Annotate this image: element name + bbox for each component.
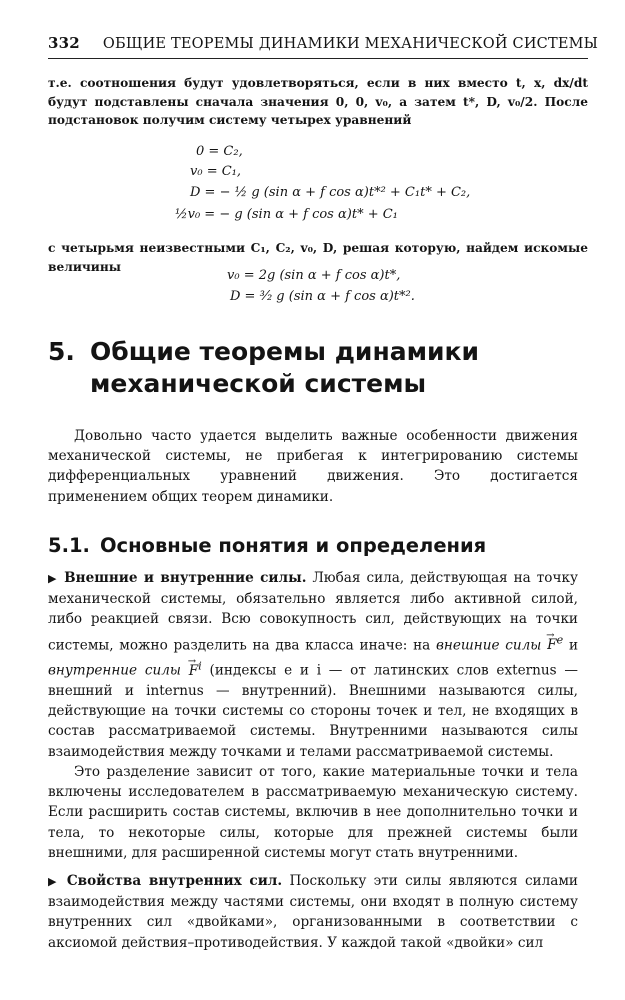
intro-text: т.е. соотношения будут удовлетворяться, если в них вместо t, x, dx/dt будут подставлены сначала значения 0, 0, v₀, а затем t*, D, v₀/2. После подстановок получим систему четырех уравнений (48, 76, 588, 127)
vector-f-internal: → $F^i$ (189, 663, 202, 679)
paragraph-text: Поскольку эти силы являются силами взаимодействия между частями системы, они входят в полную систему внутренних сил «двойками», организованными в соответствии с аксиомой действия–противодействия. У каждой такой «двойки» сил (48, 872, 578, 951)
paragraph-system-composition: Это разделение зависит от того, какие материальные точки и тела включены исследователем в рассматриваемую механическую систему. Если расширить состав системы, включив в нее дополнительно точки и тела, то некоторые силы, которые для прежней системы были внешними, для расширенной системы могут стать внутренними. (48, 763, 578, 861)
running-title: ОБЩИЕ ТЕОРЕМЫ ДИНАМИКИ МЕХАНИЧЕСКОЙ СИСТЕМЫ (102, 36, 599, 52)
chapter-heading (48, 336, 588, 400)
equation-line: D = ³⁄₂ g (sin α + f cos α)t*². (230, 289, 415, 304)
chapter-intro-text: Довольно часто удается выделить важные особенности движения механической системы, не прибегая к интегрированию системы дифференциальных уравнений движения. Это достигается применением общих теорем динамики. (48, 428, 578, 505)
section-title: Основные понятия и определения (99, 534, 487, 557)
page-number: 332 (48, 34, 80, 52)
equation-line: D = − ½ g (sin α + f cos α)t*² + C₁t* + C₂, (190, 185, 471, 200)
paragraph-marker-icon: ▶ (48, 874, 60, 888)
paragraph-internal-force-properties (48, 871, 578, 953)
middle-text: с четырьмя неизвестными C₁, C₂, v₀, D, решая которую, найдем искомые величины (48, 241, 588, 274)
paragraph-marker-icon: ▶ (48, 572, 59, 585)
equation-line: v₀ = 2g (sin α + f cos α)t*, (227, 268, 401, 283)
paragraph-text: Любая сила, действующая на точку механической системы, обязательно является либо активной силой, либо реакцией связи. Всю совокупность сил, действующих на точки системы, можно разделить на два класса иначе: на (48, 570, 578, 654)
section-body (48, 568, 578, 953)
equation-line: v₀ = C₁, (190, 164, 242, 179)
vector-f-external: → $F^e$ (547, 637, 563, 653)
chapter-number: 5. (48, 337, 75, 366)
paragraph-heading: Внешние и внутренние силы. (64, 570, 307, 586)
equation-line: 0 = C₂, (196, 144, 243, 159)
page-header (48, 34, 599, 59)
chapter-intro (48, 426, 578, 507)
paragraph-text: (индексы e и i — от латинских слов externus — внешний и internus — внутренний). Внешними называются силы, действующие на точки системы со стороны точек и тел, не входящих в состав рассматриваемой системы. Внутренними называются силы взаимодействия между точками и телами рассматриваемой системы. (48, 662, 578, 760)
term-internal-forces: внутренние силы (48, 662, 181, 679)
paragraph-heading: Свойства внутренних сил. (66, 872, 283, 889)
conjunction: и (568, 637, 579, 654)
chapter-title-line1: Общие теоремы динамики (90, 337, 480, 366)
chapter-title-line2: механической системы (90, 369, 427, 398)
equation-line: ½v₀ = − g (sin α + f cos α)t* + C₁ (175, 207, 398, 222)
section-number: 5.1. (48, 534, 90, 557)
intro-paragraph (48, 74, 588, 130)
term-external-forces: внешние силы (435, 637, 542, 654)
paragraph-external-internal-forces (48, 568, 578, 762)
section-heading (48, 533, 588, 559)
